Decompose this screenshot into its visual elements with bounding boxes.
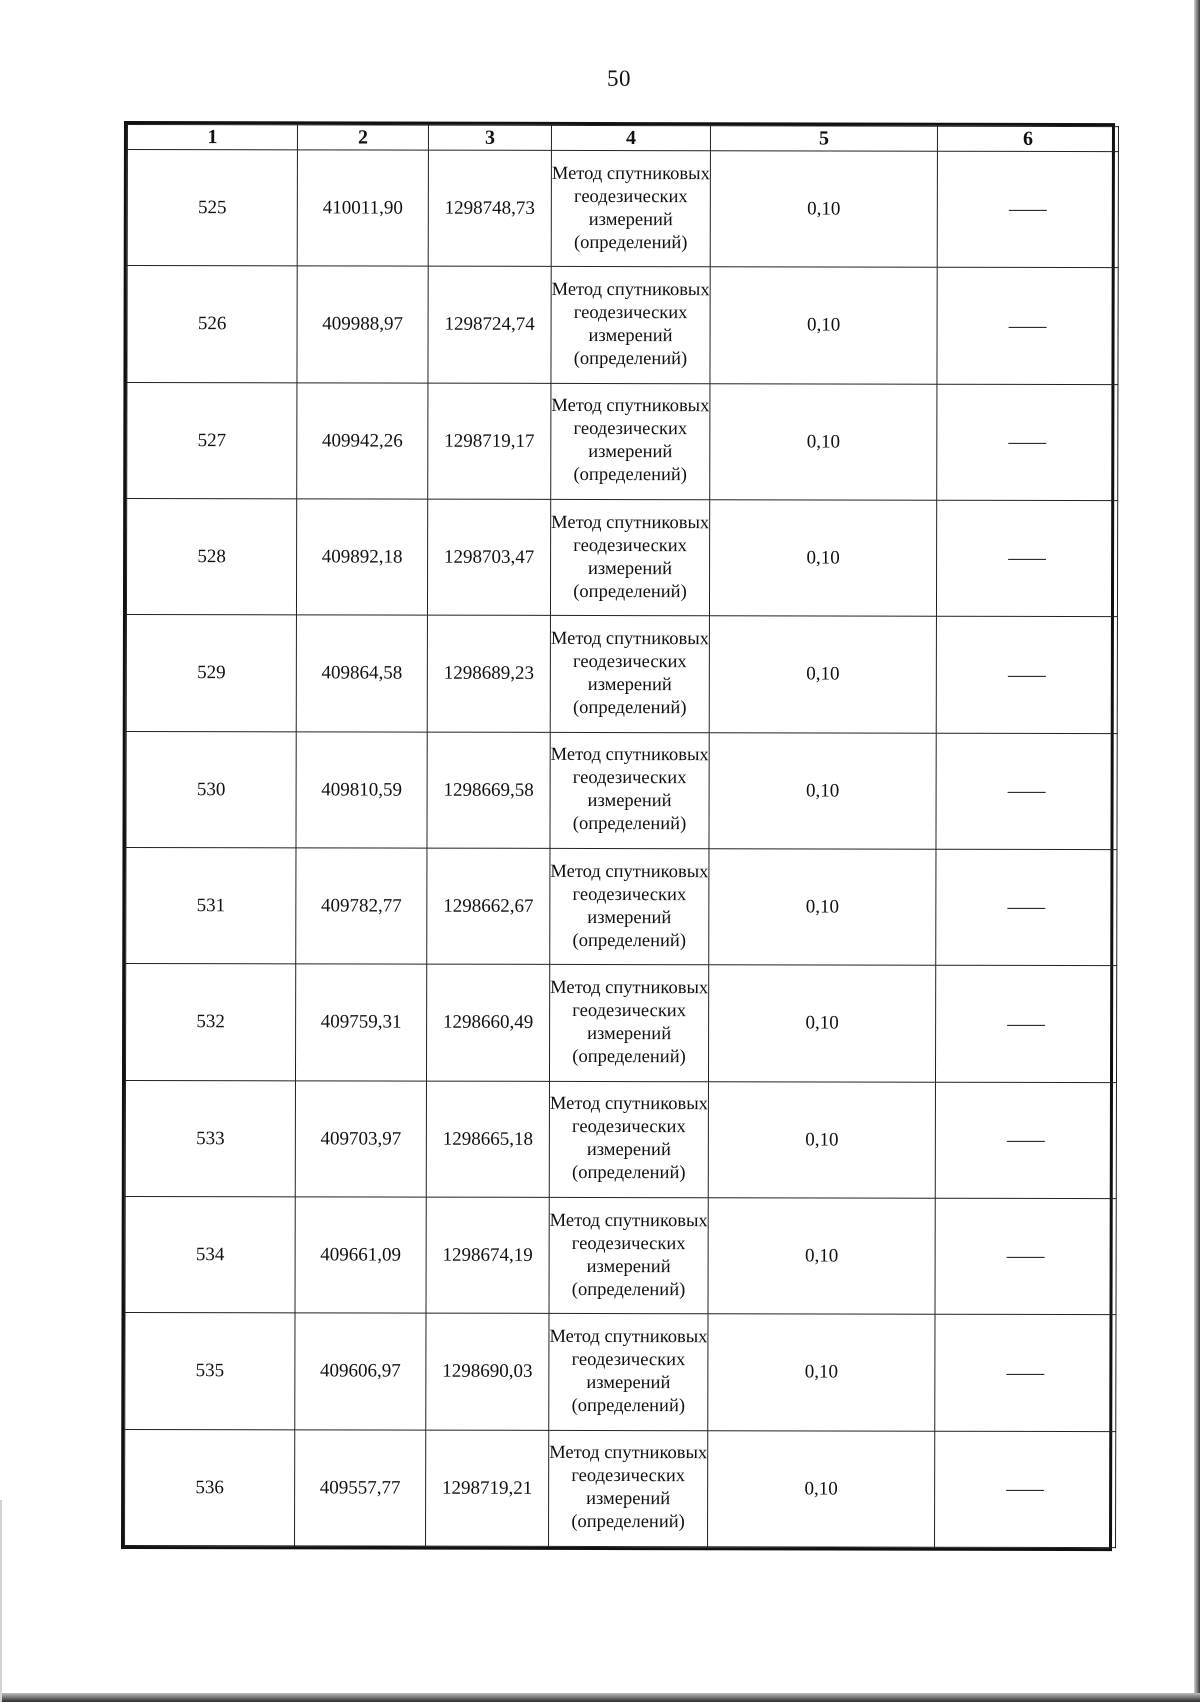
- note-cell: [935, 965, 1116, 1082]
- dash-mark: [1008, 559, 1046, 560]
- note-cell: [937, 268, 1118, 385]
- note-cell: [937, 384, 1118, 501]
- dash-mark: [1007, 1024, 1045, 1025]
- y-coordinate-cell: 1298748,73: [428, 150, 551, 267]
- dash-mark: [1006, 1373, 1044, 1374]
- y-coordinate-cell: 1298674,19: [426, 1197, 549, 1314]
- dash-mark: [1008, 443, 1046, 444]
- table-row: [127, 150, 1118, 268]
- table-row: [127, 266, 1118, 384]
- dash-mark: [1007, 908, 1045, 909]
- method-cell: Метод спутниковых геодезических измерений (определений): [549, 1081, 708, 1198]
- coordinates-table: [124, 124, 1119, 1548]
- table-row: [126, 615, 1117, 733]
- point-number-cell: 525: [127, 150, 297, 267]
- note-cell: [935, 1314, 1116, 1431]
- table-row: [125, 964, 1116, 1082]
- table-row: [125, 1429, 1116, 1547]
- x-coordinate-cell: 409782,77: [296, 848, 427, 965]
- table-row: [127, 382, 1118, 500]
- dash-mark: [1007, 1141, 1045, 1142]
- accuracy-cell: 0,10: [708, 1314, 935, 1431]
- accuracy-cell: 0,10: [709, 849, 936, 966]
- point-number-cell: 530: [126, 731, 296, 848]
- header-col-4: 4: [551, 125, 710, 150]
- accuracy-cell: 0,10: [708, 1430, 935, 1547]
- accuracy-cell: 0,10: [708, 1081, 935, 1198]
- table-row: [126, 847, 1117, 965]
- table-row: [125, 1080, 1116, 1198]
- accuracy-cell: 0,10: [710, 267, 937, 384]
- point-number-cell: 536: [125, 1429, 295, 1546]
- method-cell: Метод спутниковых геодезических измерений (определений): [551, 150, 710, 267]
- accuracy-cell: 0,10: [710, 151, 937, 268]
- y-coordinate-cell: 1298703,47: [427, 499, 550, 616]
- table-row: [126, 731, 1117, 849]
- header-col-5: 5: [710, 126, 937, 151]
- point-number-cell: 531: [126, 847, 296, 964]
- accuracy-cell: 0,10: [708, 1198, 935, 1315]
- dash-mark: [1008, 792, 1046, 793]
- header-col-2: 2: [297, 125, 428, 150]
- note-cell: [936, 617, 1117, 734]
- table-body: [125, 150, 1119, 1548]
- point-number-cell: 528: [126, 498, 296, 615]
- x-coordinate-cell: 409606,97: [295, 1313, 426, 1430]
- y-coordinate-cell: 1298724,74: [428, 266, 551, 383]
- point-number-cell: 526: [127, 266, 297, 383]
- header-col-3: 3: [428, 125, 551, 150]
- table-header-row: [127, 125, 1118, 152]
- method-cell: Метод спутниковых геодезических измерений (определений): [550, 848, 709, 965]
- method-cell: Метод спутниковых геодезических измерений (определений): [549, 1197, 708, 1314]
- note-cell: [935, 1431, 1116, 1548]
- note-cell: [935, 1082, 1116, 1199]
- accuracy-cell: 0,10: [710, 383, 937, 500]
- table-row: [126, 498, 1117, 616]
- y-coordinate-cell: 1298660,49: [426, 964, 549, 1081]
- note-cell: [936, 733, 1117, 850]
- point-number-cell: 533: [125, 1080, 295, 1197]
- accuracy-cell: 0,10: [708, 965, 935, 1082]
- point-number-cell: 527: [127, 382, 297, 499]
- x-coordinate-cell: 409759,31: [295, 964, 426, 1081]
- method-cell: Метод спутниковых геодезических измерений (определений): [549, 1430, 708, 1547]
- x-coordinate-cell: 410011,90: [297, 150, 428, 267]
- note-cell: [937, 151, 1118, 268]
- y-coordinate-cell: 1298719,17: [428, 383, 551, 500]
- method-cell: Метод спутниковых геодезических измерений (определений): [550, 616, 709, 733]
- y-coordinate-cell: 1298690,03: [426, 1313, 549, 1430]
- coordinates-table-frame: [121, 121, 1115, 1551]
- dash-mark: [1009, 326, 1047, 327]
- table-row: [125, 1313, 1116, 1431]
- point-number-cell: 535: [125, 1313, 295, 1430]
- table-row: [125, 1196, 1116, 1314]
- method-cell: Метод спутниковых геодезических измерений (определений): [549, 1314, 708, 1431]
- point-number-cell: 529: [126, 615, 296, 732]
- dash-mark: [1008, 675, 1046, 676]
- y-coordinate-cell: 1298689,23: [427, 615, 550, 732]
- y-coordinate-cell: 1298665,18: [426, 1081, 549, 1198]
- scan-edge-right: [1194, 0, 1200, 1702]
- y-coordinate-cell: 1298719,21: [426, 1430, 549, 1547]
- accuracy-cell: 0,10: [709, 500, 936, 617]
- x-coordinate-cell: 409988,97: [297, 266, 428, 383]
- scan-edge-bottom: [0, 1693, 1200, 1702]
- method-cell: Метод спутниковых геодезических измерений (определений): [551, 267, 710, 384]
- accuracy-cell: 0,10: [709, 732, 936, 849]
- method-cell: Метод спутниковых геодезических измерений (определений): [551, 383, 710, 500]
- dash-mark: [1007, 1257, 1045, 1258]
- x-coordinate-cell: 409557,77: [295, 1429, 426, 1546]
- point-number-cell: 532: [125, 964, 295, 1081]
- dash-mark: [1009, 210, 1047, 211]
- x-coordinate-cell: 409892,18: [296, 499, 427, 616]
- point-number-cell: 534: [125, 1196, 295, 1313]
- method-cell: Метод спутниковых геодезических измерений (определений): [550, 732, 709, 849]
- page-number: 50: [607, 66, 631, 91]
- y-coordinate-cell: 1298669,58: [427, 732, 550, 849]
- header-col-1: 1: [127, 125, 297, 150]
- x-coordinate-cell: 409864,58: [296, 615, 427, 732]
- x-coordinate-cell: 409661,09: [295, 1197, 426, 1314]
- x-coordinate-cell: 409942,26: [297, 383, 428, 500]
- note-cell: [935, 1198, 1116, 1315]
- scan-edge-left: [0, 1500, 2, 1702]
- method-cell: Метод спутниковых геодезических измерений (определений): [549, 965, 708, 1082]
- method-cell: Метод спутниковых геодезических измерений (определений): [550, 499, 709, 616]
- y-coordinate-cell: 1298662,67: [427, 848, 550, 965]
- note-cell: [936, 849, 1117, 966]
- accuracy-cell: 0,10: [709, 616, 936, 733]
- x-coordinate-cell: 409810,59: [296, 732, 427, 849]
- note-cell: [936, 500, 1117, 617]
- dash-mark: [1006, 1490, 1044, 1491]
- x-coordinate-cell: 409703,97: [295, 1080, 426, 1197]
- header-col-6: 6: [937, 126, 1118, 151]
